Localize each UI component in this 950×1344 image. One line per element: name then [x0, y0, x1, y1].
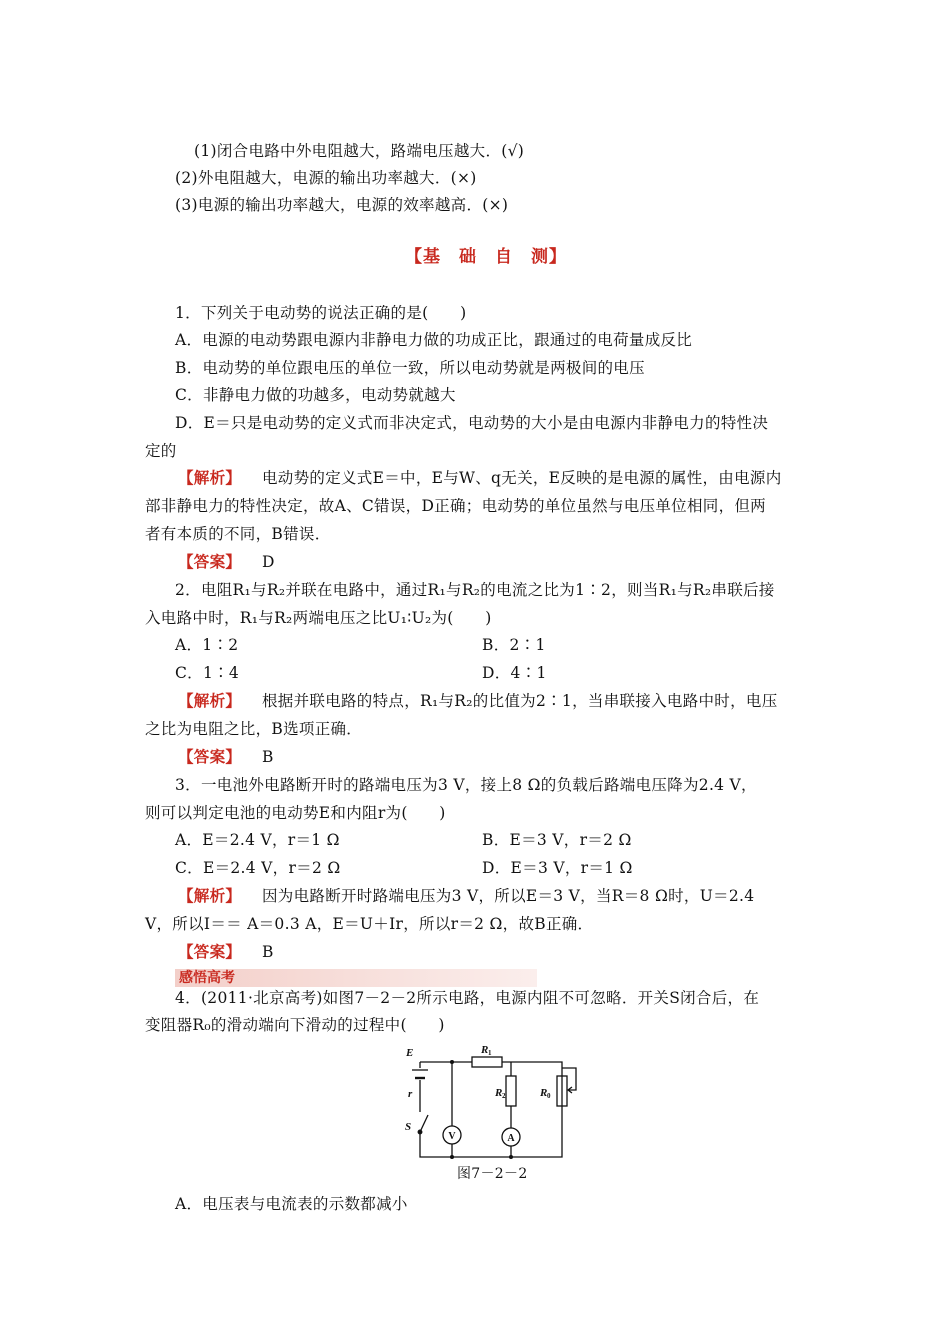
q3-option-d: D．E＝3 V，r＝1 Ω [482, 859, 633, 877]
voltmeter-label: V [448, 1131, 456, 1142]
q2-stem-line-1: 2．电阻R₁与R₂并联在电路中，通过R₁与R₂的电流之比为1∶2，则当R₁与R₂串联后接 [175, 581, 775, 599]
section-title: 【基 础 自 测】 [405, 247, 567, 267]
label-r0-sub: 0 [547, 1092, 551, 1100]
ammeter-label: A [507, 1133, 515, 1144]
label-r0: R [540, 1087, 548, 1099]
q2-option-c: C．1∶4 [175, 664, 240, 682]
circuit-diagram [400, 1042, 580, 1167]
q3-analysis-line-2: V，所以I＝＝ A＝0.3 A，E＝U＋Ir，所以r＝2 Ω，故B正确． [145, 915, 594, 933]
q3-answer-label: 【答案】 [178, 942, 242, 961]
q3-option-a: A．E＝2.4 V，r＝1 Ω [175, 831, 340, 849]
label-r1-sub: 1 [488, 1049, 492, 1057]
label-r2: R [495, 1087, 503, 1099]
q1-option-d-cont: 定的 [145, 442, 177, 460]
label-r: r [408, 1088, 413, 1100]
q2-answer: B [262, 748, 274, 766]
q1-analysis-line-1: 电动势的定义式E＝中，E与W、q无关，E反映的是电源的属性，由电源内 [262, 469, 782, 487]
q1-option-a: A．电源的电动势跟电源内非静电力做的功成正比，跟通过的电荷量成反比 [175, 331, 693, 349]
q4-stem-line-2: 变阻器R₀的滑动端向下滑动的过程中( ) [145, 1016, 445, 1034]
q1-option-d: D．E＝只是电动势的定义式而非决定式，电动势的大小是由电源内非静电力的特性决 [175, 414, 769, 432]
figure-caption: 图7－2－2 [457, 1166, 528, 1182]
q1-answer: D [262, 553, 275, 571]
q2-analysis-line-1: 根据并联电路的特点，R₁与R₂的比值为2∶1，当串联接入电路中时，电压 [262, 692, 778, 710]
intro-line-2: (2)外电阻越大，电源的输出功率越大．(×) [175, 169, 477, 187]
q1-option-c: C．非静电力做的功越多，电动势就越大 [175, 386, 456, 404]
q1-stem: 1．下列关于电动势的说法正确的是( ) [175, 304, 467, 322]
q2-option-b: B．2∶1 [482, 636, 546, 654]
q2-answer-label: 【答案】 [178, 747, 242, 766]
q1-analysis-line-3: 者有本质的不同，B错误． [145, 525, 331, 543]
q1-option-b: B．电动势的单位跟电压的单位一致，所以电动势就是两极间的电压 [175, 359, 645, 377]
q3-stem-line-2: 则可以判定电池的电动势E和内阻r为( ) [145, 804, 446, 822]
q4-option-a: A．电压表与电流表的示数都减小 [175, 1195, 408, 1213]
q2-stem-line-2: 入电路中时，R₁与R₂两端电压之比U₁∶U₂为( ) [145, 609, 492, 627]
q3-stem-line-1: 3．一电池外电路断开时的路端电压为3 V，接上8 Ω的负载后路端电压降为2.4 V， [175, 776, 757, 794]
q2-analysis-line-2: 之比为电阻之比，B选项正确． [145, 720, 363, 738]
q2-option-d: D．4∶1 [482, 664, 547, 682]
intro-line-1: (1)闭合电路中外电阻越大，路端电压越大．(√) [194, 142, 525, 160]
q1-analysis-line-2: 部非静电力的特性决定，故A、C错误，D正确；电动势的单位虽然与电压单位相同，但两 [145, 497, 766, 515]
q1-answer-label: 【答案】 [178, 552, 242, 571]
label-s: S [405, 1121, 412, 1133]
gaokao-banner-label: 感悟高考 [179, 970, 235, 986]
q3-analysis-label: 【解析】 [178, 886, 242, 905]
q3-option-b: B．E＝3 V，r＝2 Ω [482, 831, 632, 849]
gaokao-banner [175, 969, 537, 987]
q3-option-c: C．E＝2.4 V，r＝2 Ω [175, 859, 341, 877]
q1-analysis-label: 【解析】 [178, 468, 242, 487]
intro-line-3: (3)电源的输出功率越大，电源的效率越高．(×) [175, 196, 509, 214]
label-r2-sub: 2 [502, 1092, 506, 1100]
q3-analysis-line-1: 因为电路断开时路端电压为3 V，所以E＝3 V，当R＝8 Ω时，U＝2.4 [262, 887, 755, 905]
q4-stem-line-1: 4．(2011·北京高考)如图7－2－2所示电路，电源内阻不可忽略．开关S闭合后，在 [175, 989, 760, 1007]
q2-analysis-label: 【解析】 [178, 691, 242, 710]
label-e: E [406, 1047, 414, 1059]
q3-answer: B [262, 943, 274, 961]
label-r1: R [481, 1044, 489, 1056]
q2-option-a: A．1∶2 [175, 636, 239, 654]
